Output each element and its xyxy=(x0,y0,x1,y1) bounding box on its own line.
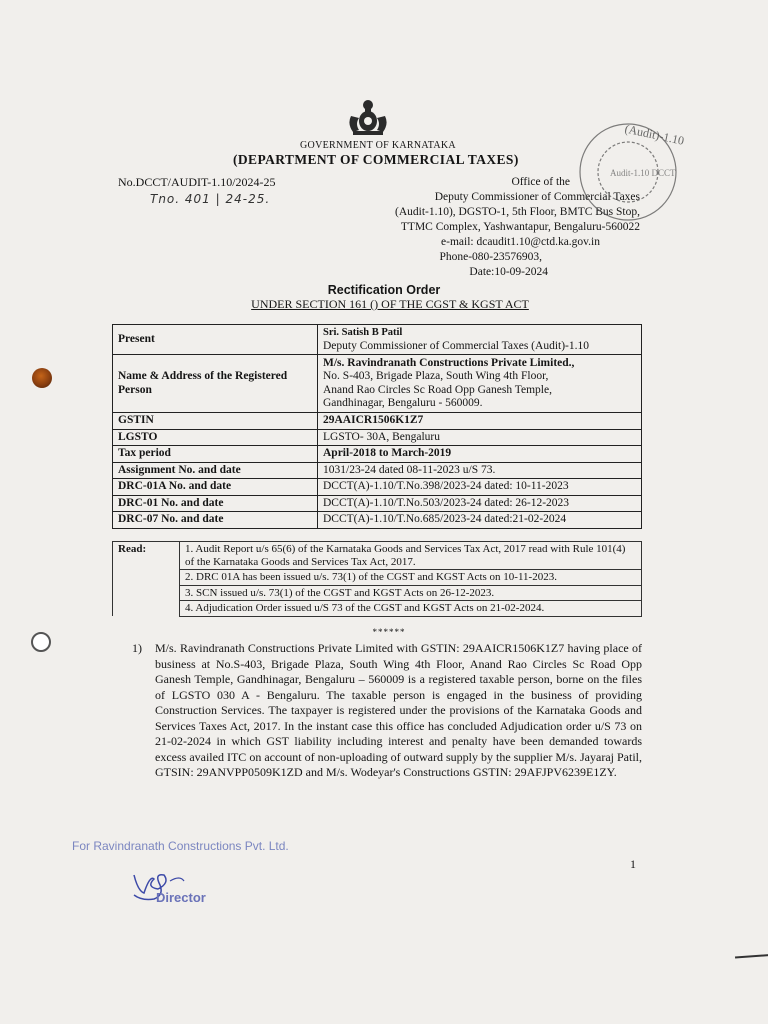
body-paragraph: M/s. Ravindranath Constructions Private Limited with GSTIN: 29AAICR1506K1Z7 having place of business at No.S-403, Brigade Plaza, South Wing 4th Floor, Anand Rao Circles Sc Road Opp Ganesh Temple, Gandhinagar, Bengaluru – 560009 is a registered taxable person, borne on the files of LGSTO 030 A - Bengaluru. The taxable person is engaged in the business of providing Construction Services. The taxpayer is registered under the provisions of the Karnataka Goods and Services Taxes Act, 2017. In the instant case this office has concluded Adjudication order u/S 73 on 21-02-2024 in which GST liability including interest and penalty have been demanded towards excess availed ITC on account of non-uploading of outward supply by the supplier M/s. Jayaraj Patil, GTSIN: 29ANVPP0509K1ZD and M/s. Wodeyar's Constructions GSTIN: 29AFJPV6239E1ZY. xyxy=(155,641,642,779)
row-label: Assignment No. and date xyxy=(113,462,318,479)
table-row xyxy=(113,413,642,430)
row-label: DRC-01 No. and date xyxy=(113,495,318,512)
punch-hole xyxy=(31,632,51,652)
row-value: 1031/23-24 dated 08-11-2023 u/S 73. xyxy=(318,462,642,479)
office-line: (Audit-1.10), DGSTO-1, 5th Floor, BMTC Bus Stop, xyxy=(395,206,640,218)
office-line: Date:10-09-2024 xyxy=(469,266,548,278)
office-line: Office of the xyxy=(511,176,570,188)
table-row xyxy=(113,601,642,617)
table-row xyxy=(113,355,642,413)
row-label: Name & Address of the Registered Person xyxy=(113,355,318,413)
row-label: DRC-07 No. and date xyxy=(113,512,318,529)
table-row xyxy=(113,479,642,496)
table-row xyxy=(113,570,642,586)
government-heading: GOVERNMENT OF KARNATAKA xyxy=(300,140,456,151)
signature-designation: Director xyxy=(156,890,206,905)
signature-company-stamp: For Ravindranath Constructions Pvt. Ltd. xyxy=(72,839,289,853)
table-row xyxy=(113,585,642,601)
office-line: e-mail: dcaudit1.10@ctd.ka.gov.in xyxy=(441,236,600,248)
reference-number: No.DCCT/AUDIT-1.10/2024-25 xyxy=(118,175,276,189)
row-value: 29AAICR1506K1Z7 xyxy=(318,413,642,430)
svg-text:(Audit)-1.10: (Audit)-1.10 xyxy=(623,121,686,148)
official-seal-stamp xyxy=(566,112,698,224)
karnataka-emblem-icon xyxy=(345,98,391,138)
row-value: DCCT(A)-1.10/T.No.398/2023-24 dated: 10-11-2023 xyxy=(318,479,642,496)
row-value: April-2018 to March-2019 xyxy=(318,446,642,463)
read-item: 4. Adjudication Order issued u/S 73 of the CGST and KGST Acts on 21-02-2024. xyxy=(180,601,642,617)
section-separator: ****** xyxy=(372,627,406,637)
order-subtitle: UNDER SECTION 161 () OF THE CGST & KGST ACT xyxy=(251,297,529,311)
table-row xyxy=(113,512,642,529)
table-row xyxy=(113,325,642,355)
svg-text:Audit-1.10 DCCT: Audit-1.10 DCCT xyxy=(610,168,676,178)
handwritten-inward-number: Tno. 401 | 24-25. xyxy=(150,192,271,206)
read-references-table xyxy=(112,541,642,617)
paragraph-number: 1) xyxy=(132,641,142,655)
table-row xyxy=(113,495,642,512)
read-item: 3. SCN issued u/s. 73(1) of the CGST and KGST Acts on 26-12-2023. xyxy=(180,585,642,601)
row-label: GSTIN xyxy=(113,413,318,430)
office-line: Deputy Commissioner of Commercial Taxes xyxy=(434,191,640,203)
row-label: Present xyxy=(113,325,318,355)
row-value: Sri. Satish B Patil Deputy Commissioner of Commercial Taxes (Audit)-1.10 xyxy=(318,325,642,355)
row-value: LGSTO- 30A, Bengaluru xyxy=(318,429,642,446)
row-label: LGSTO xyxy=(113,429,318,446)
department-heading: (DEPARTMENT OF COMMERCIAL TAXES) xyxy=(233,152,519,167)
table-row xyxy=(113,542,642,570)
read-label: Read: xyxy=(113,542,180,617)
office-line: TTMC Complex, Yashwantapur, Bengaluru-560022 xyxy=(400,221,640,233)
table-row xyxy=(113,429,642,446)
order-title: Rectification Order xyxy=(327,283,441,297)
row-value: DCCT(A)-1.10/T.No.685/2023-24 dated:21-02-2024 xyxy=(318,512,642,529)
read-item: 1. Audit Report u/s 65(6) of the Karnataka Goods and Services Tax Act, 2017 read with Rule 101(4) of the Karnataka Goods and Services Tax Act, 2017. xyxy=(180,542,642,570)
row-value: M/s. Ravindranath Constructions Private Limited., No. S-403, Brigade Plaza, South Wing 4th Floor, Anand Rao Circles Sc Road Opp Ganesh Temple, Gandhinagar, Bengaluru - 560009. xyxy=(318,355,642,413)
table-row xyxy=(113,446,642,463)
office-line: Phone-080-23576903, xyxy=(439,251,542,263)
row-label: DRC-01A No. and date xyxy=(113,479,318,496)
read-item: 2. DRC 01A has been issued u/s. 73(1) of the CGST and KGST Acts on 10-11-2023. xyxy=(180,570,642,586)
case-details-table xyxy=(112,324,642,529)
page-number: 1 xyxy=(630,857,636,871)
row-value: DCCT(A)-1.10/T.No.503/2023-24 dated: 26-12-2023 xyxy=(318,495,642,512)
scan-mark xyxy=(735,954,768,959)
punch-hole xyxy=(32,368,52,388)
row-label: Tax period xyxy=(113,446,318,463)
table-row xyxy=(113,462,642,479)
